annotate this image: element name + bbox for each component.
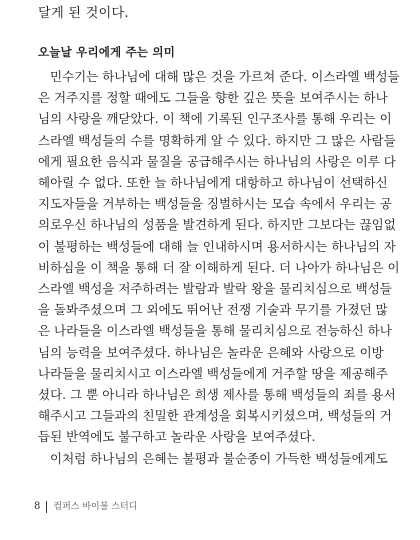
- body-line: 은 거주지를 정할 때에도 그들을 향한 깊은 뜻을 보여주시는 하나: [38, 90, 388, 106]
- body-line: 스라엘 백성들의 수를 명확하게 알 수 있다. 하지만 그 많은 사람들: [38, 132, 396, 148]
- section-heading: 오늘날 우리에게 주는 의미: [38, 45, 176, 59]
- page-number: 8: [34, 501, 41, 512]
- body-line: 은 나라들을 이스라엘 백성들을 통해 물리치심으로 전능하신 하나: [38, 323, 392, 339]
- body-line: 이 불평하는 백성들에 대해 늘 인내하시며 용서하시는 하나님의 자: [38, 238, 396, 254]
- body-line: 민수기는 하나님에 대해 많은 것을 가르쳐 준다. 이스라엘 백성들: [50, 69, 400, 84]
- body-line: 셨다. 그 뿐 아니라 하나님은 희생 제사를 통해 백성들의 죄를 용서: [38, 387, 396, 403]
- body-line: 님의 사랑을 깨닫았다. 이 책에 기록된 인구조사를 통해 우리는 이: [38, 111, 392, 127]
- page-footer: [34, 500, 137, 514]
- body-line: 님의 능력을 보여주셨다. 하나님은 놀라운 은혜와 사랑으로 이방: [38, 344, 384, 360]
- body-line: 이처럼 하나님의 은혜는 불평과 불순종이 가득한 백성들에게도: [50, 450, 388, 466]
- body-line: 을 돌봐주셨으며 그 외에도 뛰어난 전쟁 기술과 무기를 가졌던 많: [38, 302, 388, 318]
- body-line: 지도자들을 거부하는 백성들을 징벌하시는 모습 속에서 우리는 공: [38, 196, 392, 212]
- body-line: 나라들을 물리치시고 이스라엘 백성들에게 거주할 땅을 제공해주: [38, 365, 388, 381]
- intro-line: 달게 된 것이다.: [38, 6, 129, 21]
- body-line: 스라엘 백성을 저주하려는 발람과 발락 왕을 물리치심으로 백성들: [38, 281, 392, 297]
- body-line: 헤아릴 수 없다. 또한 늘 하나님에게 대항하고 하나님이 선택하신: [38, 175, 388, 191]
- body-line: 비하심을 이 책을 통해 더 잘 이해하게 된다. 더 나아가 하나님은 이: [38, 259, 400, 275]
- body-line: 해주시고 그들과의 친밀한 관계성을 회복시키셨으며, 백성들의 거: [38, 408, 392, 424]
- body-line: 의로우신 하나님의 성품을 발견하게 된다. 하지만 그보다는 끊임없: [38, 217, 396, 233]
- footer-divider: [46, 501, 47, 513]
- body-line: 에게 필요한 음식과 물질을 공급해주시는 하나님의 사랑은 이루 다: [38, 153, 396, 169]
- book-title: 컴퍼스 바이블 스터디: [53, 502, 138, 512]
- body-line: 듭된 반역에도 불구하고 놀라운 사랑을 보여주셨다.: [38, 429, 316, 445]
- body-text: [38, 66, 400, 469]
